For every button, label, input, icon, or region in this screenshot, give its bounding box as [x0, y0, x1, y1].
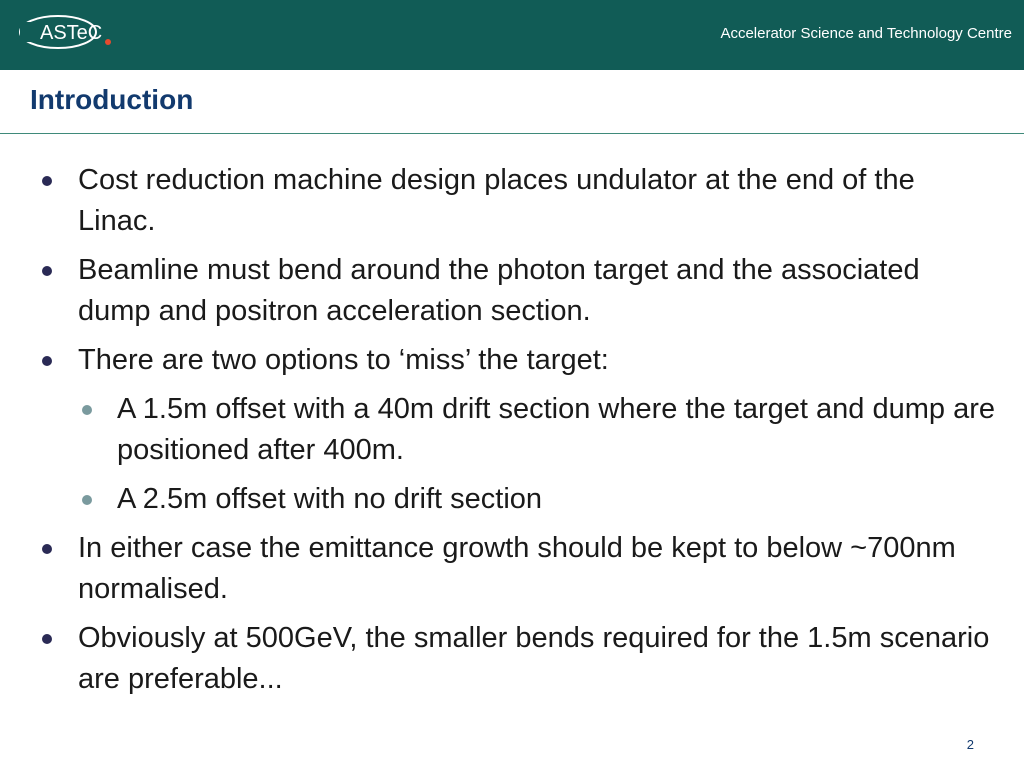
- header-bar: [0, 0, 1024, 70]
- bullet-dot-icon: [42, 544, 52, 554]
- svg-text:ASTeC: ASTeC: [40, 22, 103, 44]
- slide-title: Introduction: [30, 84, 194, 115]
- sub-bullet-dot-icon: [82, 405, 92, 415]
- bullet-text: Obviously at 500GeV, the smaller bends required for the 1.5m scenario are preferable...: [78, 622, 990, 695]
- bullet-text: A 2.5m offset with no drift section: [117, 483, 543, 515]
- sub-bullet-dot-icon: [82, 495, 92, 505]
- astec-logo: [16, 12, 116, 52]
- bullet-text: Beamline must bend around the photon target and the associated dump and positron acceleration section.: [78, 254, 920, 327]
- bullet-item: [0, 618, 1000, 700]
- bullet-dot-icon: [42, 356, 52, 366]
- sub-bullet-item: [0, 389, 1000, 471]
- bullet-text: A 1.5m offset with a 40m drift section where the target and dump are positioned after 400m.: [117, 393, 996, 466]
- bullet-dot-icon: [42, 266, 52, 276]
- bullet-text: In either case the emittance growth should be kept to below ~700nm normalised.: [78, 532, 956, 605]
- bullet-list: [0, 160, 1000, 708]
- bullet-item: [0, 528, 1000, 610]
- organization-name: Accelerator Science and Technology Centre: [720, 25, 1012, 42]
- bullet-item: [0, 250, 1000, 332]
- bullet-item: [0, 160, 1000, 242]
- bullet-item: [0, 340, 1000, 381]
- bullet-text: Cost reduction machine design places undulator at the end of the Linac.: [78, 164, 915, 237]
- page-number: 2: [966, 737, 974, 752]
- sub-bullet-item: [0, 479, 1000, 520]
- bullet-dot-icon: [42, 176, 52, 186]
- title-divider: [0, 133, 1024, 134]
- bullet-text: There are two options to ‘miss’ the target:: [78, 344, 609, 376]
- bullet-dot-icon: [42, 634, 52, 644]
